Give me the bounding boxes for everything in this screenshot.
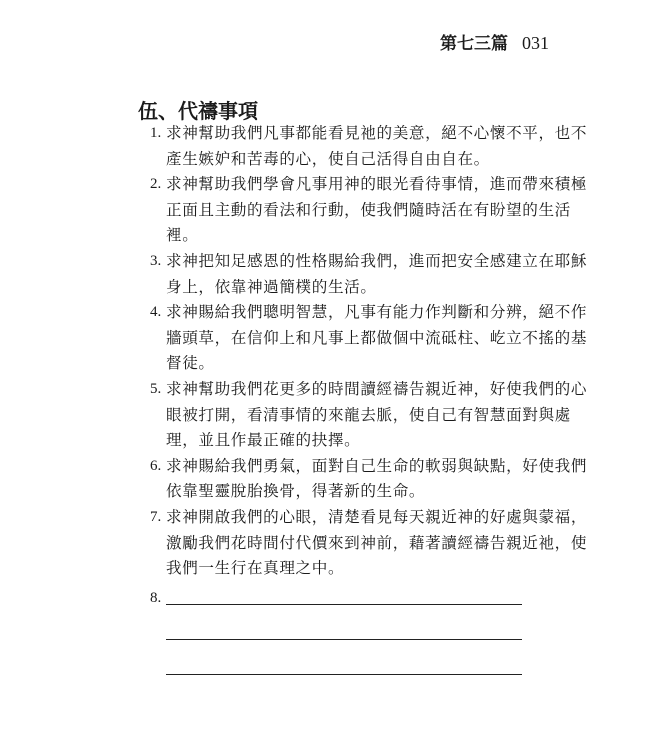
blank-line[interactable] <box>166 639 522 640</box>
list-item <box>146 121 588 172</box>
prayer-list <box>146 121 588 582</box>
list-item <box>146 454 588 505</box>
item-text-line: 求神幫助我們學會凡事用神的眼光看待事情，進而帶來積極 <box>166 175 588 194</box>
item-number: 2. <box>150 176 162 193</box>
running-header <box>440 29 549 54</box>
item-text-line: 求神賜給我們聰明智慧，凡事有能力作判斷和分辨，絕不作 <box>166 303 588 322</box>
blank-item-number: 8. <box>150 590 162 606</box>
item-text-line: 求神開啟我們的心眼，清楚看見每天親近神的好處與蒙福， <box>166 507 588 526</box>
item-text-line: 牆頭草，在信仰上和凡事上都做個中流砥柱、屹立不搖的基 <box>166 328 588 347</box>
item-number: 4. <box>150 304 162 321</box>
item-number: 6. <box>150 457 162 474</box>
chapter-title: 第七三篇 <box>440 34 508 54</box>
item-text-line: 我們一生行在真理之中。 <box>166 559 345 578</box>
list-item <box>146 505 588 582</box>
item-number: 5. <box>150 380 162 397</box>
item-text-line: 求神賜給我們勇氣，面對自己生命的軟弱與缺點，好使我們 <box>166 456 588 475</box>
list-item <box>146 172 588 249</box>
item-text-line: 激勵我們花時間付代價來到神前，藉著讀經禱告親近祂，使 <box>166 533 588 552</box>
item-text-line: 督徒。 <box>166 354 215 373</box>
item-text-line: 裡。 <box>166 226 199 245</box>
item-text-line: 求神幫助我們花更多的時間讀經禱告親近神，好使我們的心 <box>166 379 588 398</box>
item-text-line: 求神幫助我們凡事都能看見祂的美意，絕不心懷不平，也不 <box>166 124 588 142</box>
item-number: 1. <box>150 125 162 141</box>
item-text-line: 求神把知足感恩的性格賜給我們，進而把安全感建立在耶穌 <box>166 251 588 270</box>
item-text-line: 理，並且作最正確的抉擇。 <box>166 431 361 450</box>
blank-line[interactable] <box>166 604 522 605</box>
item-text-line: 依靠聖靈脫胎換骨，得著新的生命。 <box>166 482 426 501</box>
item-text-line: 產生嫉妒和苦毒的心，使自己活得自由自在。 <box>166 149 490 168</box>
list-item <box>146 377 588 454</box>
item-number: 3. <box>150 252 162 269</box>
list-item <box>146 300 588 377</box>
item-text-line: 正面且主動的看法和行動，使我們隨時活在有盼望的生活 <box>166 200 571 219</box>
page-number: 031 <box>522 33 549 53</box>
list-item <box>146 249 588 300</box>
item-number: 7. <box>150 508 162 525</box>
blank-line[interactable] <box>166 674 522 675</box>
item-text-line: 眼被打開，看清事情的來龍去脈，使自己有智慧面對與處 <box>166 405 571 424</box>
section-title: 伍、代禱事項 <box>138 99 258 123</box>
item-text-line: 身上，依靠神過簡樸的生活。 <box>166 277 377 296</box>
